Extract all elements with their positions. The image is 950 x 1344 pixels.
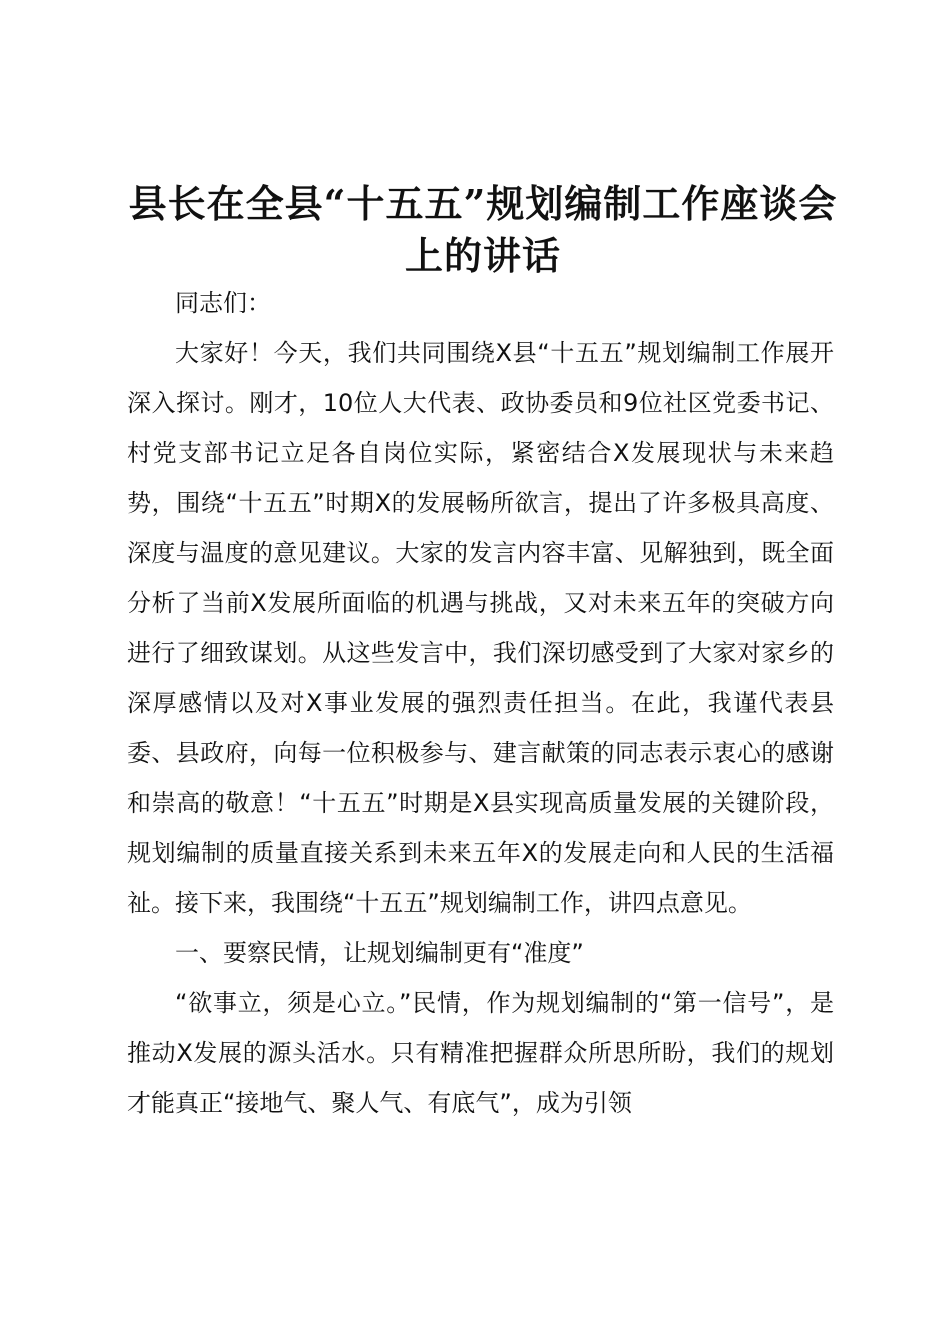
- section-heading: 一、要察民情，让规划编制更有“准度”: [175, 939, 584, 967]
- document-body: [127, 278, 834, 1128]
- document-title: 县长在全县“十五五”规划编制工作座谈会上的讲话: [128, 181, 838, 278]
- opening-paragraph: 大家好！今天，我们共同围绕X县“十五五”规划编制工作展开深入探讨。刚才，10位人大代表、政协委员和9位社区党委书记、村党支部书记立足各自岗位实际，紧密结合X发展现状与未来趋势，围绕“十五五”时期X的发展畅所欲言，提出了许多极具高度、深度与温度的意见建议。大家的发言内容丰富、见解独到，既全面分析了当前X发展所面临的机遇与挑战，又对未来五年的突破方向进行了细致谋划。从这些发言中，我们深切感受到了大家对家乡的深厚感情以及对X事业发展的强烈责任担当。在此，我谨代表县委、县政府，向每一位积极参与、建言献策的同志表示衷心的感谢和崇高的敬意！“十五五”时期是X县实现高质量发展的关键阶段，规划编制的质量直接关系到未来五年X的发展走向和人民的生活福祉。接下来，我围绕“十五五”规划编制工作，讲四点意见。: [127, 339, 834, 917]
- section-paragraph: “欲事立，须是心立。”民情，作为规划编制的“第一信号”，是推动X发展的源头活水。只有精准把握群众所思所盼，我们的规划才能真正“接地气、聚人气、有底气”，成为引领: [127, 989, 834, 1117]
- salutation: 同志们：: [175, 289, 271, 317]
